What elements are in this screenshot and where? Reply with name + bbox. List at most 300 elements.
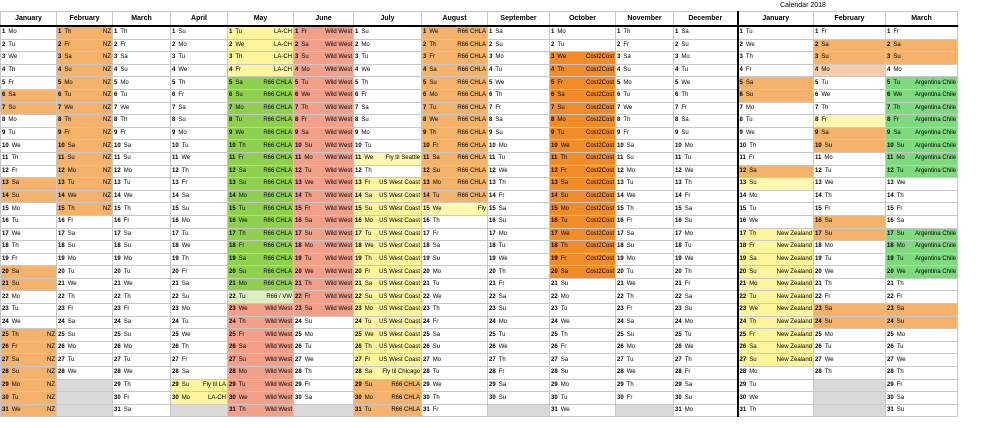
day-cell[interactable] — [616, 102, 674, 115]
day-cell[interactable] — [550, 379, 616, 392]
day-cell[interactable] — [57, 228, 113, 241]
day-cell[interactable] — [113, 203, 171, 216]
day-cell[interactable] — [228, 26, 294, 39]
day-cell[interactable] — [550, 367, 616, 380]
day-cell[interactable] — [738, 165, 814, 178]
day-cell[interactable] — [1, 89, 57, 102]
day-cell[interactable] — [738, 203, 814, 216]
day-cell[interactable] — [354, 115, 422, 128]
day-cell[interactable] — [616, 215, 674, 228]
day-cell[interactable] — [616, 392, 674, 405]
day-cell[interactable] — [354, 215, 422, 228]
day-cell[interactable] — [616, 127, 674, 140]
day-cell[interactable] — [294, 140, 354, 153]
day-cell[interactable] — [674, 241, 738, 254]
day-cell[interactable] — [57, 392, 113, 405]
day-cell[interactable] — [550, 178, 616, 191]
day-cell[interactable] — [488, 190, 550, 203]
day-cell[interactable] — [228, 304, 294, 317]
day-cell[interactable] — [171, 241, 228, 254]
day-cell[interactable] — [814, 215, 886, 228]
day-cell[interactable] — [886, 178, 958, 191]
day-cell[interactable] — [422, 278, 488, 291]
day-cell[interactable] — [354, 165, 422, 178]
day-cell[interactable] — [294, 152, 354, 165]
day-cell[interactable] — [488, 64, 550, 77]
day-cell[interactable] — [616, 165, 674, 178]
day-cell[interactable] — [738, 241, 814, 254]
day-cell[interactable] — [422, 115, 488, 128]
day-cell[interactable] — [616, 316, 674, 329]
day-cell[interactable] — [616, 152, 674, 165]
day-cell[interactable] — [1, 228, 57, 241]
day-cell[interactable] — [814, 316, 886, 329]
day-cell[interactable] — [738, 316, 814, 329]
day-cell[interactable] — [228, 64, 294, 77]
day-cell[interactable] — [171, 392, 228, 405]
day-cell[interactable] — [294, 304, 354, 317]
day-cell[interactable] — [674, 291, 738, 304]
day-cell[interactable] — [294, 77, 354, 90]
day-cell[interactable] — [814, 190, 886, 203]
day-cell[interactable] — [814, 266, 886, 279]
day-cell[interactable] — [113, 329, 171, 342]
day-cell[interactable] — [738, 64, 814, 77]
day-cell[interactable] — [422, 354, 488, 367]
day-cell[interactable] — [171, 102, 228, 115]
day-cell[interactable] — [294, 228, 354, 241]
day-cell[interactable] — [1, 215, 57, 228]
day-cell[interactable] — [294, 367, 354, 380]
day-cell[interactable] — [228, 354, 294, 367]
day-cell[interactable] — [171, 190, 228, 203]
day-cell[interactable] — [488, 241, 550, 254]
day-cell[interactable] — [616, 241, 674, 254]
day-cell[interactable] — [550, 140, 616, 153]
day-cell[interactable] — [674, 39, 738, 52]
day-cell[interactable] — [550, 64, 616, 77]
day-cell[interactable] — [294, 115, 354, 128]
day-cell[interactable] — [550, 127, 616, 140]
day-cell[interactable] — [57, 291, 113, 304]
day-cell[interactable] — [294, 266, 354, 279]
day-cell[interactable] — [422, 77, 488, 90]
day-cell[interactable] — [488, 316, 550, 329]
day-cell[interactable] — [113, 253, 171, 266]
day-cell[interactable] — [738, 115, 814, 128]
day-cell[interactable] — [57, 341, 113, 354]
day-cell[interactable] — [1, 367, 57, 380]
day-cell[interactable] — [228, 178, 294, 191]
day-cell[interactable] — [57, 278, 113, 291]
day-cell[interactable] — [886, 89, 958, 102]
day-cell[interactable] — [57, 77, 113, 90]
day-cell[interactable] — [616, 64, 674, 77]
day-cell[interactable] — [814, 329, 886, 342]
day-cell[interactable] — [57, 140, 113, 153]
day-cell[interactable] — [57, 190, 113, 203]
day-cell[interactable] — [738, 379, 814, 392]
day-cell[interactable] — [814, 178, 886, 191]
day-cell[interactable] — [113, 404, 171, 417]
day-cell[interactable] — [814, 404, 886, 417]
day-cell[interactable] — [354, 64, 422, 77]
day-cell[interactable] — [1, 316, 57, 329]
day-cell[interactable] — [294, 102, 354, 115]
day-cell[interactable] — [422, 52, 488, 65]
day-cell[interactable] — [1, 39, 57, 52]
day-cell[interactable] — [422, 404, 488, 417]
day-cell[interactable] — [113, 316, 171, 329]
day-cell[interactable] — [488, 253, 550, 266]
day-cell[interactable] — [616, 115, 674, 128]
day-cell[interactable] — [886, 77, 958, 90]
day-cell[interactable] — [616, 39, 674, 52]
day-cell[interactable] — [674, 89, 738, 102]
day-cell[interactable] — [422, 291, 488, 304]
day-cell[interactable] — [422, 241, 488, 254]
day-cell[interactable] — [814, 354, 886, 367]
day-cell[interactable] — [422, 367, 488, 380]
day-cell[interactable] — [886, 127, 958, 140]
day-cell[interactable] — [422, 178, 488, 191]
day-cell[interactable] — [113, 52, 171, 65]
day-cell[interactable] — [57, 26, 113, 39]
day-cell[interactable] — [171, 39, 228, 52]
day-cell[interactable] — [886, 115, 958, 128]
day-cell[interactable] — [294, 253, 354, 266]
day-cell[interactable] — [228, 52, 294, 65]
day-cell[interactable] — [488, 140, 550, 153]
day-cell[interactable] — [814, 102, 886, 115]
day-cell[interactable] — [1, 115, 57, 128]
day-cell[interactable] — [171, 404, 228, 417]
day-cell[interactable] — [488, 203, 550, 216]
day-cell[interactable] — [814, 64, 886, 77]
day-cell[interactable] — [550, 266, 616, 279]
day-cell[interactable] — [616, 228, 674, 241]
day-cell[interactable] — [674, 316, 738, 329]
day-cell[interactable] — [354, 77, 422, 90]
day-cell[interactable] — [228, 404, 294, 417]
day-cell[interactable] — [886, 329, 958, 342]
day-cell[interactable] — [354, 228, 422, 241]
day-cell[interactable] — [616, 367, 674, 380]
day-cell[interactable] — [488, 127, 550, 140]
day-cell[interactable] — [616, 203, 674, 216]
day-cell[interactable] — [57, 379, 113, 392]
day-cell[interactable] — [814, 341, 886, 354]
day-cell[interactable] — [886, 341, 958, 354]
day-cell[interactable] — [550, 304, 616, 317]
day-cell[interactable] — [550, 89, 616, 102]
day-cell[interactable] — [1, 140, 57, 153]
day-cell[interactable] — [616, 190, 674, 203]
day-cell[interactable] — [354, 39, 422, 52]
day-cell[interactable] — [738, 304, 814, 317]
day-cell[interactable] — [228, 115, 294, 128]
day-cell[interactable] — [57, 266, 113, 279]
day-cell[interactable] — [674, 341, 738, 354]
day-cell[interactable] — [113, 152, 171, 165]
day-cell[interactable] — [422, 215, 488, 228]
day-cell[interactable] — [57, 329, 113, 342]
day-cell[interactable] — [57, 203, 113, 216]
day-cell[interactable] — [294, 215, 354, 228]
day-cell[interactable] — [886, 152, 958, 165]
day-cell[interactable] — [171, 26, 228, 39]
day-cell[interactable] — [550, 77, 616, 90]
day-cell[interactable] — [171, 203, 228, 216]
day-cell[interactable] — [422, 152, 488, 165]
day-cell[interactable] — [294, 165, 354, 178]
day-cell[interactable] — [616, 354, 674, 367]
day-cell[interactable] — [422, 39, 488, 52]
day-cell[interactable] — [616, 291, 674, 304]
day-cell[interactable] — [294, 203, 354, 216]
day-cell[interactable] — [171, 77, 228, 90]
day-cell[interactable] — [814, 127, 886, 140]
day-cell[interactable] — [814, 392, 886, 405]
day-cell[interactable] — [616, 140, 674, 153]
day-cell[interactable] — [422, 266, 488, 279]
day-cell[interactable] — [814, 203, 886, 216]
day-cell[interactable] — [354, 152, 422, 165]
day-cell[interactable] — [886, 266, 958, 279]
day-cell[interactable] — [171, 253, 228, 266]
day-cell[interactable] — [674, 404, 738, 417]
day-cell[interactable] — [113, 115, 171, 128]
day-cell[interactable] — [294, 26, 354, 39]
day-cell[interactable] — [550, 354, 616, 367]
day-cell[interactable] — [171, 52, 228, 65]
day-cell[interactable] — [616, 89, 674, 102]
day-cell[interactable] — [738, 102, 814, 115]
day-cell[interactable] — [57, 404, 113, 417]
day-cell[interactable] — [422, 64, 488, 77]
day-cell[interactable] — [171, 115, 228, 128]
day-cell[interactable] — [228, 152, 294, 165]
day-cell[interactable] — [886, 140, 958, 153]
day-cell[interactable] — [422, 304, 488, 317]
day-cell[interactable] — [1, 203, 57, 216]
day-cell[interactable] — [886, 190, 958, 203]
day-cell[interactable] — [354, 367, 422, 380]
day-cell[interactable] — [674, 329, 738, 342]
day-cell[interactable] — [1, 379, 57, 392]
day-cell[interactable] — [738, 354, 814, 367]
day-cell[interactable] — [814, 165, 886, 178]
day-cell[interactable] — [488, 39, 550, 52]
day-cell[interactable] — [814, 115, 886, 128]
day-cell[interactable] — [57, 152, 113, 165]
day-cell[interactable] — [488, 102, 550, 115]
day-cell[interactable] — [488, 291, 550, 304]
day-cell[interactable] — [1, 52, 57, 65]
day-cell[interactable] — [228, 316, 294, 329]
day-cell[interactable] — [113, 26, 171, 39]
day-cell[interactable] — [354, 278, 422, 291]
day-cell[interactable] — [113, 102, 171, 115]
day-cell[interactable] — [550, 404, 616, 417]
day-cell[interactable] — [886, 404, 958, 417]
day-cell[interactable] — [738, 127, 814, 140]
day-cell[interactable] — [488, 215, 550, 228]
day-cell[interactable] — [814, 291, 886, 304]
day-cell[interactable] — [57, 215, 113, 228]
day-cell[interactable] — [616, 341, 674, 354]
day-cell[interactable] — [228, 341, 294, 354]
day-cell[interactable] — [550, 152, 616, 165]
day-cell[interactable] — [294, 354, 354, 367]
day-cell[interactable] — [113, 140, 171, 153]
day-cell[interactable] — [738, 291, 814, 304]
day-cell[interactable] — [550, 190, 616, 203]
day-cell[interactable] — [886, 165, 958, 178]
day-cell[interactable] — [488, 77, 550, 90]
day-cell[interactable] — [171, 367, 228, 380]
day-cell[interactable] — [57, 316, 113, 329]
day-cell[interactable] — [171, 278, 228, 291]
day-cell[interactable] — [550, 291, 616, 304]
day-cell[interactable] — [113, 190, 171, 203]
day-cell[interactable] — [354, 203, 422, 216]
day-cell[interactable] — [1, 190, 57, 203]
day-cell[interactable] — [171, 89, 228, 102]
day-cell[interactable] — [488, 392, 550, 405]
day-cell[interactable] — [1, 241, 57, 254]
day-cell[interactable] — [57, 52, 113, 65]
day-cell[interactable] — [674, 190, 738, 203]
day-cell[interactable] — [738, 77, 814, 90]
day-cell[interactable] — [1, 253, 57, 266]
day-cell[interactable] — [171, 178, 228, 191]
day-cell[interactable] — [616, 253, 674, 266]
day-cell[interactable] — [886, 26, 958, 39]
day-cell[interactable] — [886, 253, 958, 266]
day-cell[interactable] — [886, 64, 958, 77]
day-cell[interactable] — [488, 165, 550, 178]
day-cell[interactable] — [886, 291, 958, 304]
day-cell[interactable] — [488, 89, 550, 102]
day-cell[interactable] — [113, 379, 171, 392]
day-cell[interactable] — [57, 253, 113, 266]
day-cell[interactable] — [814, 152, 886, 165]
day-cell[interactable] — [488, 304, 550, 317]
day-cell[interactable] — [814, 278, 886, 291]
day-cell[interactable] — [674, 253, 738, 266]
day-cell[interactable] — [171, 304, 228, 317]
day-cell[interactable] — [171, 140, 228, 153]
day-cell[interactable] — [886, 278, 958, 291]
day-cell[interactable] — [738, 215, 814, 228]
day-cell[interactable] — [674, 392, 738, 405]
day-cell[interactable] — [738, 89, 814, 102]
day-cell[interactable] — [354, 26, 422, 39]
day-cell[interactable] — [738, 278, 814, 291]
day-cell[interactable] — [228, 291, 294, 304]
day-cell[interactable] — [294, 392, 354, 405]
day-cell[interactable] — [674, 77, 738, 90]
day-cell[interactable] — [294, 52, 354, 65]
day-cell[interactable] — [1, 26, 57, 39]
day-cell[interactable] — [1, 329, 57, 342]
day-cell[interactable] — [738, 39, 814, 52]
day-cell[interactable] — [550, 26, 616, 39]
day-cell[interactable] — [354, 404, 422, 417]
day-cell[interactable] — [422, 329, 488, 342]
day-cell[interactable] — [674, 64, 738, 77]
day-cell[interactable] — [57, 115, 113, 128]
day-cell[interactable] — [294, 404, 354, 417]
day-cell[interactable] — [228, 165, 294, 178]
day-cell[interactable] — [422, 102, 488, 115]
day-cell[interactable] — [550, 115, 616, 128]
day-cell[interactable] — [488, 329, 550, 342]
day-cell[interactable] — [422, 203, 488, 216]
day-cell[interactable] — [171, 316, 228, 329]
day-cell[interactable] — [616, 26, 674, 39]
day-cell[interactable] — [886, 52, 958, 65]
day-cell[interactable] — [674, 215, 738, 228]
day-cell[interactable] — [738, 367, 814, 380]
day-cell[interactable] — [228, 190, 294, 203]
day-cell[interactable] — [57, 127, 113, 140]
day-cell[interactable] — [113, 89, 171, 102]
day-cell[interactable] — [1, 64, 57, 77]
day-cell[interactable] — [674, 26, 738, 39]
day-cell[interactable] — [814, 379, 886, 392]
day-cell[interactable] — [814, 253, 886, 266]
day-cell[interactable] — [422, 127, 488, 140]
day-cell[interactable] — [1, 404, 57, 417]
day-cell[interactable] — [57, 102, 113, 115]
day-cell[interactable] — [550, 316, 616, 329]
day-cell[interactable] — [886, 228, 958, 241]
day-cell[interactable] — [488, 354, 550, 367]
day-cell[interactable] — [674, 140, 738, 153]
day-cell[interactable] — [113, 228, 171, 241]
day-cell[interactable] — [674, 115, 738, 128]
day-cell[interactable] — [422, 228, 488, 241]
day-cell[interactable] — [113, 291, 171, 304]
day-cell[interactable] — [354, 291, 422, 304]
day-cell[interactable] — [738, 152, 814, 165]
day-cell[interactable] — [814, 26, 886, 39]
day-cell[interactable] — [738, 266, 814, 279]
day-cell[interactable] — [886, 203, 958, 216]
day-cell[interactable] — [1, 102, 57, 115]
day-cell[interactable] — [294, 127, 354, 140]
day-cell[interactable] — [674, 278, 738, 291]
day-cell[interactable] — [228, 241, 294, 254]
day-cell[interactable] — [354, 178, 422, 191]
day-cell[interactable] — [228, 77, 294, 90]
day-cell[interactable] — [886, 354, 958, 367]
day-cell[interactable] — [488, 367, 550, 380]
day-cell[interactable] — [674, 354, 738, 367]
day-cell[interactable] — [422, 392, 488, 405]
day-cell[interactable] — [228, 102, 294, 115]
day-cell[interactable] — [738, 341, 814, 354]
day-cell[interactable] — [1, 354, 57, 367]
day-cell[interactable] — [57, 354, 113, 367]
day-cell[interactable] — [228, 266, 294, 279]
day-cell[interactable] — [57, 89, 113, 102]
day-cell[interactable] — [171, 64, 228, 77]
day-cell[interactable] — [354, 140, 422, 153]
day-cell[interactable] — [616, 278, 674, 291]
